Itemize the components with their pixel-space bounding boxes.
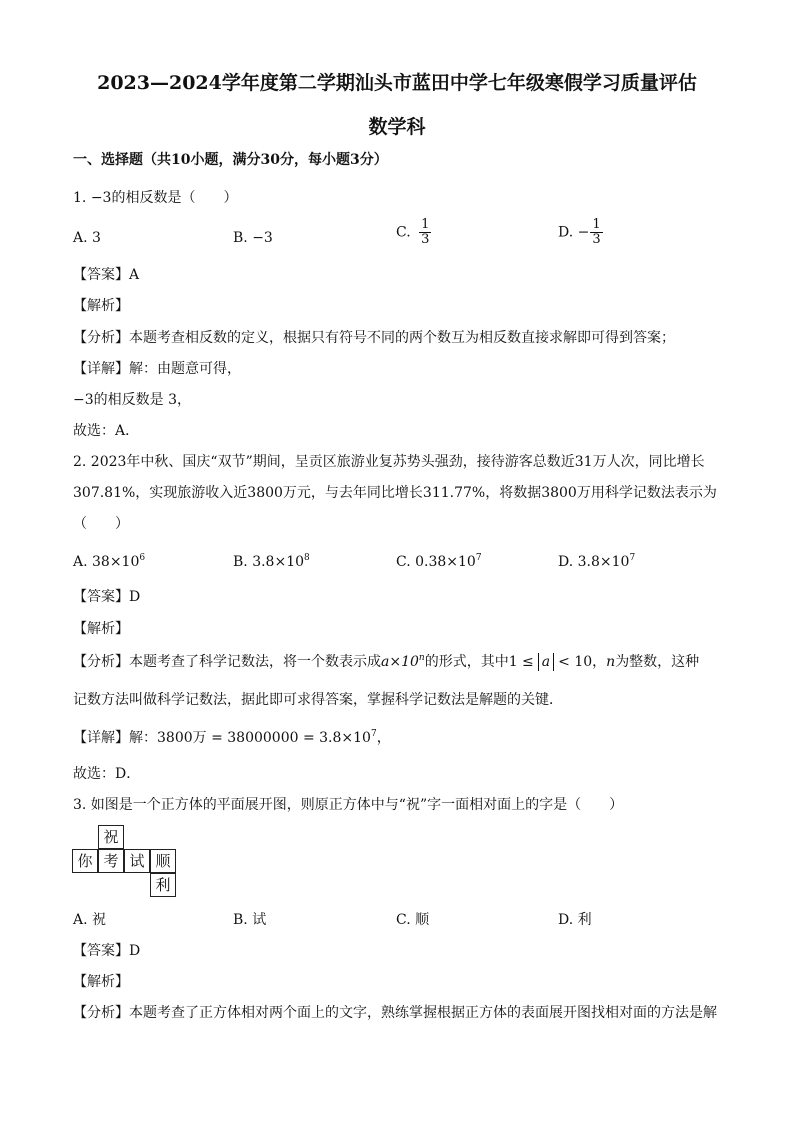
q2-analysis-text-d: 为整数，这种 <box>615 654 700 670</box>
doc-subtitle: 数学科 <box>368 116 426 138</box>
q1-stem-text: 的相反数是（ ） <box>111 190 238 206</box>
q2-ineq-left: 1 ≤ <box>508 654 534 670</box>
cube-face-shun: 顺 <box>150 849 176 873</box>
q2-stem-line1: 2. 2023年中秋、国庆“双节”期间，呈贡区旅游业复苏势头强劲，接待游客总数近31万人次，同比增长 <box>73 454 705 470</box>
q1-option-d-fraction <box>590 218 602 247</box>
q2-choose: 故选：D． <box>73 766 141 782</box>
q2-option-b-exp: 8 <box>304 553 310 563</box>
q1-option-d-label: D. <box>558 224 574 241</box>
q2-analysis-tag: 【解析】 <box>73 621 129 637</box>
q1-choose: 故选：A． <box>73 423 140 439</box>
q3-analysis-tag: 【解析】 <box>73 974 129 990</box>
q2-detail-label: 【详解】解： <box>73 730 157 746</box>
q2-option-d-label: D. <box>558 554 574 570</box>
q1-detail-2: −3的相反数是 3， <box>73 392 191 408</box>
q1-option-a: A. 3 <box>73 230 101 246</box>
q2-detail <box>73 728 391 748</box>
q2-option-d-exp: 7 <box>629 553 636 563</box>
q2-option-a-exp: 6 <box>139 553 146 563</box>
q3-stem: 3. 如图是一个正方体的平面展开图，则原正方体中与“祝”字一面相对面上的字是（ ） <box>73 797 624 813</box>
q2-ineq-right: < 10 <box>558 654 593 670</box>
q2-analysis-expr: a×10 <box>381 654 419 670</box>
fraction-numerator: 1 <box>592 217 601 232</box>
q2-stem-line3: （ ） <box>73 516 129 532</box>
q2-detail-end: ， <box>376 730 391 746</box>
q1-analysis: 【分析】本题考查相反数的定义，根据只有符号不同的两个数互为相反数直接求解即可得到答案； <box>73 330 675 346</box>
fraction-numerator: 1 <box>421 217 430 232</box>
q1-stem <box>73 188 237 208</box>
fraction-denominator: 3 <box>592 232 601 247</box>
q2-analysis-line1 <box>73 652 699 672</box>
q2-option-c-label: C. <box>396 554 411 570</box>
cube-face-zhu: 祝 <box>98 825 124 849</box>
q2-detail-expr: 3800万 = 38000000 = 3.8×10 <box>157 730 371 746</box>
q2-analysis-line2: 记数方法叫做科学记数法，据此即可求得答案，掌握科学记数法是解题的关键． <box>73 692 563 708</box>
q1-answer: 【答案】A <box>73 267 140 283</box>
q1-detail: 【详解】解：由题意可得， <box>73 361 241 377</box>
q2-option-a <box>73 552 145 572</box>
q2-option-c <box>396 552 482 572</box>
q2-analysis-n: n <box>606 654 616 670</box>
cube-face-li: 利 <box>150 873 176 897</box>
q1-option-c-fraction <box>419 218 431 247</box>
q1-analysis-tag: 【解析】 <box>73 298 129 314</box>
q2-option-d <box>558 552 635 572</box>
doc-title: 2023—2024学年度第二学期汕头市蓝田中学七年级寒假学习质量评估 <box>97 72 697 94</box>
q2-stem-line2: 307.81%，实现旅游收入近3800万元，与去年同比增长311.77%，将数据3800万用科学记数法表示为 <box>73 485 717 501</box>
q2-option-c-base: 0.38×10 <box>415 554 476 570</box>
fraction-denominator: 3 <box>421 232 430 247</box>
q1-option-b: B. −3 <box>233 230 273 246</box>
q3-option-a: A. 祝 <box>73 912 107 928</box>
q1-expr: −3 <box>90 190 112 206</box>
q3-analysis: 【分析】本题考查了正方体相对两个面上的文字，熟练掌握根据正方体的表面展开图找相对面的方法是解 <box>73 1005 717 1021</box>
q2-analysis-text-c: ， <box>592 654 607 670</box>
q2-answer: 【答案】D <box>73 589 141 605</box>
q2-option-a-label: A. <box>73 554 88 570</box>
cube-net-figure <box>72 825 182 899</box>
q2-option-a-base: 38×10 <box>92 554 140 570</box>
q2-analysis-text-a: 【分析】本题考查了科学记数法，将一个数表示成 <box>73 654 381 670</box>
q2-analysis-text-b: 的形式，其中 <box>424 654 509 670</box>
cube-face-shi: 试 <box>124 849 150 873</box>
q2-ineq-abs: a <box>538 653 554 671</box>
q3-answer: 【答案】D <box>73 943 141 959</box>
q1-number: 1. <box>73 190 87 206</box>
q1-option-c-label: C. <box>396 224 411 241</box>
q3-option-c: C. 顺 <box>396 912 430 928</box>
q2-option-b-label: B. <box>233 554 248 570</box>
q1-option-d <box>558 218 603 247</box>
q2-analysis-expr-exp: n <box>418 653 425 663</box>
q2-detail-exp: 7 <box>370 729 377 739</box>
q2-option-c-exp: 7 <box>475 553 482 563</box>
q2-option-b-base: 3.8×10 <box>252 554 305 570</box>
section-heading: 一、选择题（共10小题，满分30分，每小题3分） <box>73 152 388 168</box>
q3-option-b: B. 试 <box>233 912 267 928</box>
q1-option-c <box>396 218 431 247</box>
q2-option-b <box>233 552 310 572</box>
q3-option-d: D. 利 <box>558 912 592 928</box>
cube-face-kao: 考 <box>98 849 124 873</box>
q1-option-d-sign: − <box>577 224 590 241</box>
cube-face-ni: 你 <box>72 849 98 873</box>
q2-option-d-base: 3.8×10 <box>577 554 630 570</box>
